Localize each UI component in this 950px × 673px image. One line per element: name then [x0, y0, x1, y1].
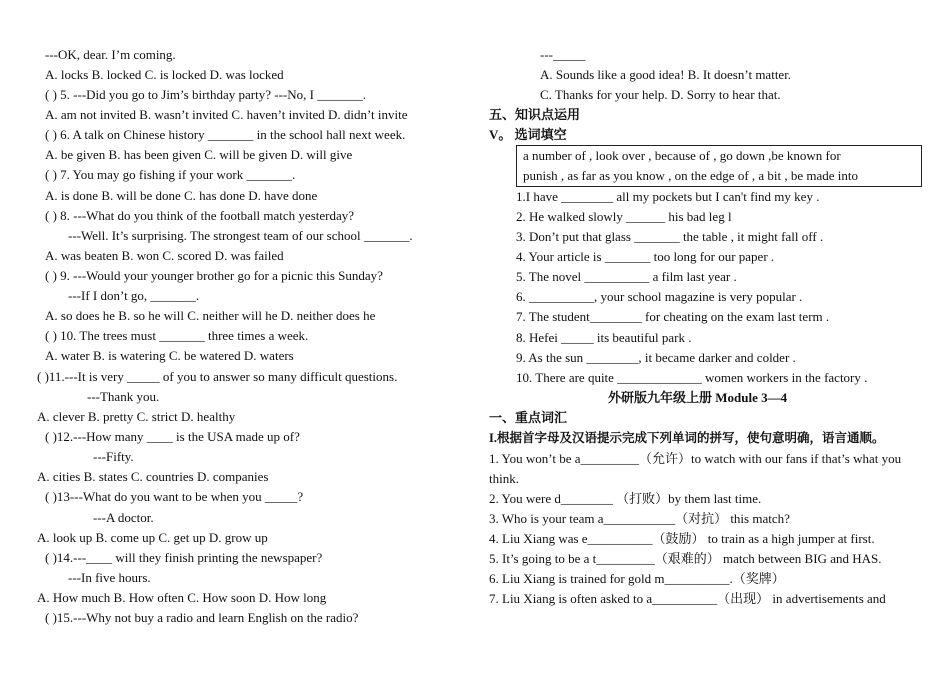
fill-item: 2. He walked slowly ______ his bad leg l — [516, 209, 732, 224]
section-heading: 五、知识点运用 — [489, 107, 581, 122]
question-11-response: ---Thank you. — [87, 389, 160, 404]
word-bank-line: punish , as far as you know , on the edge of , a bit , be made into — [523, 168, 859, 183]
answer-options: A. am not invited B. wasn’t invited C. haven’t invited D. didn’t invite — [45, 107, 408, 122]
question-9: ( ) 9. ---Would your younger brother go for a picnic this Sunday? — [45, 268, 383, 283]
answer-options: A. water B. is watering C. be watered D. waters — [45, 348, 294, 363]
answer-options: A. is done B. will be done C. has done D. have done — [45, 188, 318, 203]
answer-options: A. was beaten B. won C. scored D. was failed — [45, 248, 284, 263]
fill-item: 9. As the sun ________, it became darker and colder . — [516, 350, 796, 365]
answer-options: C. Thanks for your help. D. Sorry to hear that. — [540, 87, 781, 102]
answer-options: A. cities B. states C. countries D. companies — [37, 469, 269, 484]
answer-options: A. locks B. locked C. is locked D. was locked — [45, 67, 284, 82]
vocab-item: 2. You were d________ （打败）by them last time. — [489, 491, 762, 506]
section-heading: V。 选词填空 — [489, 127, 567, 142]
question-10: ( ) 10. The trees must _______ three times a week. — [45, 328, 309, 343]
fill-item: 5. The novel __________ a film last year . — [516, 269, 737, 284]
vocab-item: 3. Who is your team a___________（对抗） this match? — [489, 511, 790, 526]
fill-item: 7. The student________ for cheating on the exam last term . — [516, 309, 830, 324]
question-5: ( ) 5. ---Did you go to Jim’s birthday party? ---No, I _______. — [45, 87, 366, 102]
question-14: ( )14.---____ will they finish printing the newspaper? — [45, 550, 323, 565]
module-title: 外研版九年级上册 Module 3—4 — [608, 390, 788, 405]
question-11: ( )11.---It is very _____ of you to answer so many difficult questions. — [37, 369, 398, 384]
vocab-item: 1. You won’t be a_________（允许）to watch with our fans if that’s what you — [489, 451, 902, 466]
vocab-item: 5. It’s going to be a t_________（艰难的） match between BIG and HAS. — [489, 551, 882, 566]
question-15: ( )15.---Why not buy a radio and learn English on the radio? — [45, 610, 359, 625]
fill-item: 6. __________, your school magazine is very popular . — [516, 289, 803, 304]
answer-options: A. How much B. How often C. How soon D. How long — [37, 590, 327, 605]
answer-options: A. Sounds like a good idea! B. It doesn’t matter. — [540, 67, 792, 82]
answer-options: A. so does he B. so he will C. neither will he D. neither does he — [45, 308, 376, 323]
question-14-response: ---In five hours. — [68, 570, 151, 585]
fill-item: 1.I have ________ all my pockets but I can't find my key . — [516, 189, 820, 204]
fill-item: 4. Your article is _______ too long for our paper . — [516, 249, 775, 264]
fill-item: 10. There are quite _____________ women workers in the factory . — [516, 370, 868, 385]
question-7: ( ) 7. You may go fishing if your work _______. — [45, 167, 296, 182]
answer-options: A. clever B. pretty C. strict D. healthy — [37, 409, 236, 424]
dialog-response: ---_____ — [540, 47, 586, 62]
question-6: ( ) 6. A talk on Chinese history _______ in the school hall next week. — [45, 127, 406, 142]
question-9-response: ---If I don’t go, _______. — [68, 288, 200, 303]
question-12-response: ---Fifty. — [93, 449, 134, 464]
fill-item: 8. Hefei _____ its beautiful park . — [516, 330, 692, 345]
vocab-item: think. — [489, 471, 519, 486]
instruction: I.根据首字母及汉语提示完成下列单词的拼写，使句意明确，语言通顺。 — [489, 431, 885, 445]
question-8: ( ) 8. ---What do you think of the football match yesterday? — [45, 208, 355, 223]
word-bank-line: a number of , look over , because of , go down ,be known for — [523, 148, 841, 163]
answer-options: A. be given B. has been given C. will be given D. will give — [45, 147, 353, 162]
fill-item: 3. Don’t put that glass _______ the table , it might fall off . — [516, 229, 824, 244]
question-8-response: ---Well. It’s surprising. The strongest team of our school _______. — [68, 228, 413, 243]
vocab-item: 6. Liu Xiang is trained for gold m__________.（奖牌） — [489, 571, 785, 586]
question-13: ( )13---What do you want to be when you _____? — [45, 489, 304, 504]
vocab-item: 4. Liu Xiang was e__________（鼓励） to train as a high jumper at first. — [489, 531, 875, 546]
vocab-item: 7. Liu Xiang is often asked to a__________（出现） in advertisements and — [489, 591, 886, 606]
question-12: ( )12.---How many ____ is the USA made up of? — [45, 429, 300, 444]
text-line: ---OK, dear. I’m coming. — [45, 47, 176, 62]
section-heading: 一、重点词汇 — [489, 410, 568, 425]
answer-options: A. look up B. come up C. get up D. grow up — [37, 530, 268, 545]
question-13-response: ---A doctor. — [93, 510, 154, 525]
